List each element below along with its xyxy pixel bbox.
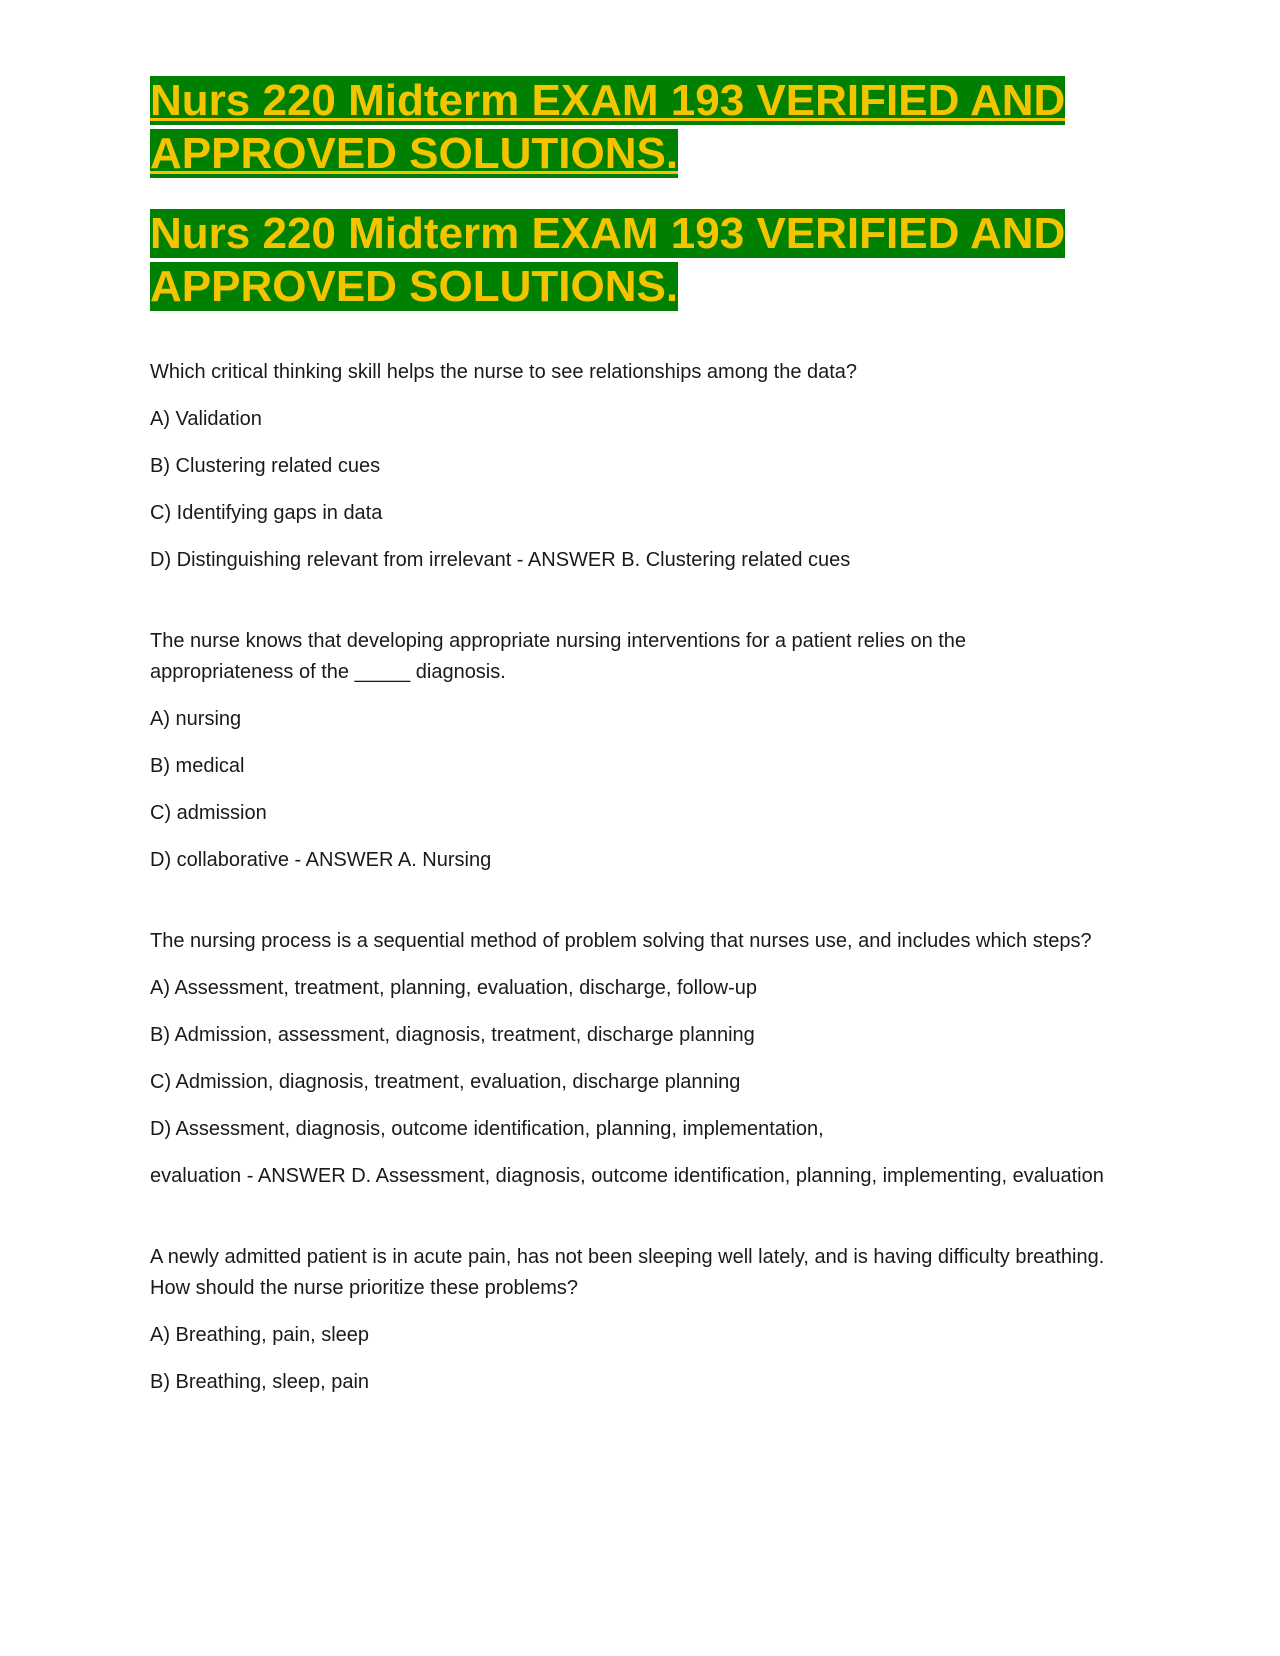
answer-option: B) Admission, assessment, diagnosis, treatment, discharge planning: [150, 1024, 755, 1046]
answer-option: A) Assessment, treatment, planning, evaluation, discharge, follow-up: [150, 977, 757, 999]
question-text: The nurse knows that developing appropriate nursing interventions for a patient relies on the appropriateness of the _____ diagnosis.: [150, 630, 967, 683]
document-title: [150, 207, 1110, 313]
title-line-1: Nurs 220 Midterm EXAM 193 VERIFIED AND: [150, 209, 1066, 258]
question-list: [150, 357, 1110, 1398]
question-block: [150, 926, 1110, 1192]
question-block: [150, 357, 1110, 576]
answer-option: D) collaborative - ANSWER A. Nursing: [150, 849, 492, 871]
answer-option: B) medical: [150, 755, 245, 777]
answer-option: C) Admission, diagnosis, treatment, evaluation, discharge planning: [150, 1071, 741, 1093]
answer-option: C) Identifying gaps in data: [150, 502, 383, 524]
title-line-2: APPROVED SOLUTIONS.: [150, 129, 679, 178]
document-title-underlined: [150, 74, 1110, 180]
question-block: [150, 626, 1110, 876]
answer-option: A) nursing: [150, 708, 242, 730]
question-text: The nursing process is a sequential method of problem solving that nurses use, and includes which steps?: [150, 930, 1092, 952]
title-highlight: [150, 76, 1065, 178]
title-highlight: [150, 209, 1065, 311]
answer-option: A) Breathing, pain, sleep: [150, 1324, 370, 1346]
answer-option: C) admission: [150, 802, 267, 824]
question-block: [150, 1242, 1110, 1398]
answer-option: D) Distinguishing relevant from irrelevant - ANSWER B. Clustering related cues: [150, 549, 851, 571]
question-text: A newly admitted patient is in acute pain, has not been sleeping well lately, and is having difficulty breathing. How should the nurse prioritize these problems?: [150, 1246, 1105, 1299]
question-text: Which critical thinking skill helps the nurse to see relationships among the data?: [150, 361, 858, 383]
title-line-1: Nurs 220 Midterm EXAM 193 VERIFIED AND: [150, 76, 1066, 125]
answer-option: B) Breathing, sleep, pain: [150, 1371, 370, 1393]
answer-option: D) Assessment, diagnosis, outcome identification, planning, implementation,: [150, 1118, 824, 1140]
answer-option: B) Clustering related cues: [150, 455, 381, 477]
answer-option: evaluation - ANSWER D. Assessment, diagnosis, outcome identification, planning, implementing, evaluation: [150, 1165, 1104, 1187]
title-line-2: APPROVED SOLUTIONS.: [150, 262, 679, 311]
document-page: [150, 74, 1110, 1448]
answer-option: A) Validation: [150, 408, 262, 430]
